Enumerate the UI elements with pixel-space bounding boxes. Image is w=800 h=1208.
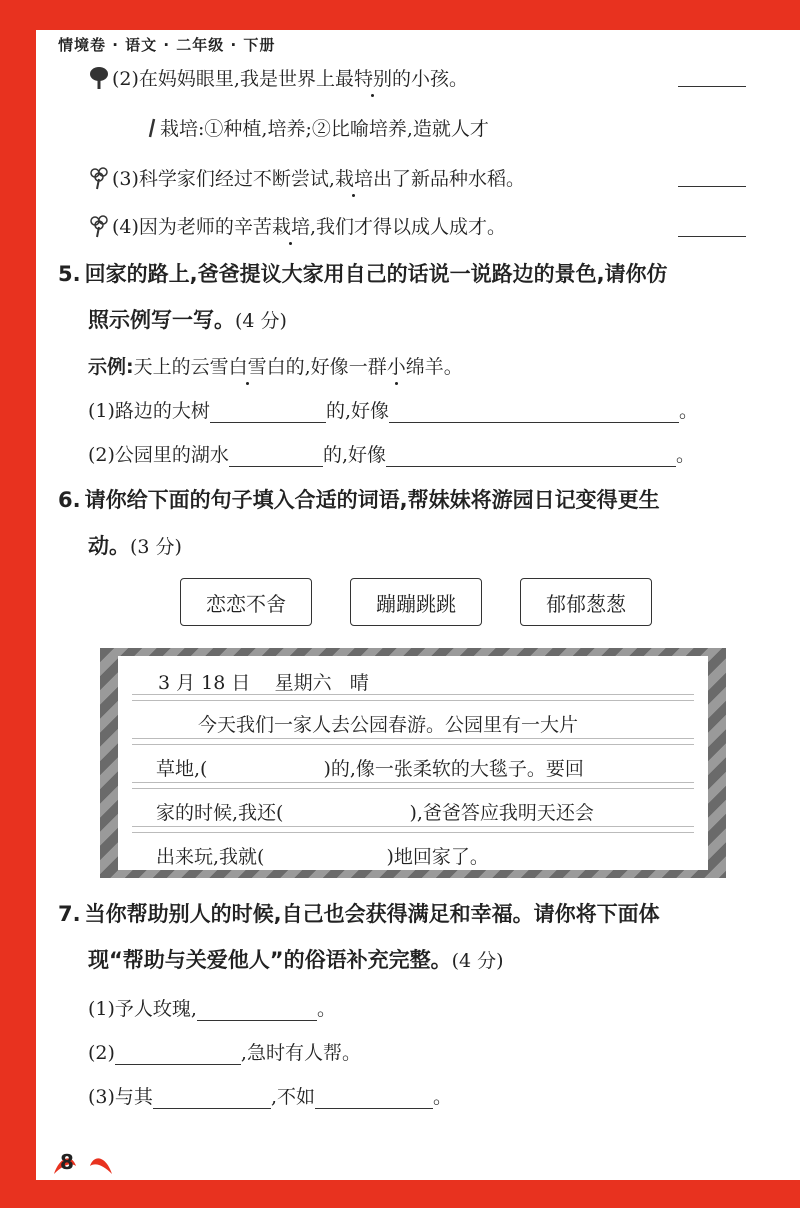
dotted-word: 一群小绵羊 — [348, 356, 444, 378]
proverb-blank-4[interactable] — [315, 1090, 433, 1109]
ruled-line — [132, 738, 694, 739]
q5-example: 示例:天上的云雪白雪白的,好像一群小绵羊。 — [88, 356, 463, 378]
proverb-blank-3[interactable] — [153, 1090, 271, 1109]
q5-item-1: (1)路边的大树 的,好像 。 — [88, 400, 698, 422]
question-number: 7. — [58, 902, 81, 926]
diary-line-2: 草地,( )的,像一张柔软的大毯子。要回 — [156, 758, 584, 780]
q6-prompt-line2: 动。(3 分) — [88, 534, 182, 558]
ruled-line — [132, 832, 694, 833]
question-number: 5. — [58, 262, 81, 286]
q7-prompt-line1: 7. 当你帮助别人的时候,自己也会获得满足和幸福。请你将下面体 — [58, 902, 660, 926]
proverb-blank-2[interactable] — [115, 1046, 241, 1065]
dotted-word: 特别 — [353, 68, 392, 90]
word-card-1[interactable]: 恋恋不舍 — [180, 578, 312, 626]
score: (4 分) — [451, 950, 504, 972]
question-number: 6. — [58, 488, 81, 512]
dotted-word: 雪白雪白 — [209, 356, 286, 378]
diary-paper — [118, 656, 708, 870]
q5-item-2: (2)公园里的湖水 的,好像 。 — [88, 444, 695, 466]
ruled-line — [132, 700, 694, 701]
sapling-icon — [88, 166, 110, 190]
diary-header: 3 月 18 日 星期六 晴 — [158, 672, 369, 694]
diary-line-3: 家的时候,我还( ),爸爸答应我明天还会 — [156, 802, 594, 824]
q4-item-2: (2)在妈妈眼里,我是世界上最特别的小孩。 — [88, 64, 468, 91]
blank-simile-2[interactable] — [386, 448, 676, 467]
answer-blank-item3[interactable] — [678, 186, 746, 187]
dotted-word: 栽培 — [334, 168, 373, 190]
q4-item-4: (4)因为老师的辛苦栽培,我们才得以成人成才。 — [88, 212, 506, 239]
blank-simile-1[interactable] — [389, 404, 679, 423]
diary-line-1: 今天我们一家人去公园春游。公园里有一大片 — [198, 714, 579, 736]
answer-blank-item2[interactable] — [678, 86, 746, 87]
score: (4 分) — [235, 310, 287, 332]
word-card-2[interactable]: 蹦蹦跳跳 — [350, 578, 482, 626]
page-header: 情境卷 · 语文 · 二年级 · 下册 — [58, 36, 276, 54]
q5-prompt-line1: 5. 回家的路上,爸爸提议大家用自己的话说一说路边的景色,请你仿 — [58, 262, 668, 286]
pencil-stroke-icon — [146, 116, 158, 140]
sapling-icon — [88, 214, 110, 238]
proverb-blank-1[interactable] — [197, 1002, 317, 1021]
ruled-line — [132, 788, 694, 789]
definition-line: 栽培:①种植,培养;②比喻培养,造就人才 — [146, 114, 489, 141]
q5-prompt-line2: 照示例写一写。(4 分) — [88, 308, 287, 332]
q7-item-2: (2) ,急时有人帮。 — [88, 1042, 361, 1064]
blank-adjective-2[interactable] — [229, 448, 323, 467]
dotted-word: 栽培 — [271, 216, 310, 238]
q7-item-1: (1)予人玫瑰, 。 — [88, 998, 336, 1020]
answer-blank-item4[interactable] — [678, 236, 746, 237]
ruled-line — [132, 744, 694, 745]
diary-frame — [100, 648, 726, 878]
ruled-line — [132, 782, 694, 783]
q7-prompt-line2: 现“帮助与关爱他人”的俗语补充完整。(4 分) — [88, 948, 504, 972]
page-number: 8 — [60, 1150, 74, 1174]
score: (3 分) — [130, 536, 182, 558]
ruled-line — [132, 826, 694, 827]
q4-item-3: (3)科学家们经过不断尝试,栽培出了新品种水稻。 — [88, 164, 525, 191]
q7-item-3: (3)与其 ,不如 。 — [88, 1086, 452, 1108]
q6-prompt-line1: 6. 请你给下面的句子填入合适的词语,帮妹妹将游园日记变得更生 — [58, 488, 660, 512]
diary-line-4: 出来玩,我就( )地回家了。 — [156, 846, 489, 868]
tree-icon — [88, 66, 110, 90]
word-card-3[interactable]: 郁郁葱葱 — [520, 578, 652, 626]
ruled-line — [132, 694, 694, 695]
blank-adjective-1[interactable] — [210, 404, 326, 423]
